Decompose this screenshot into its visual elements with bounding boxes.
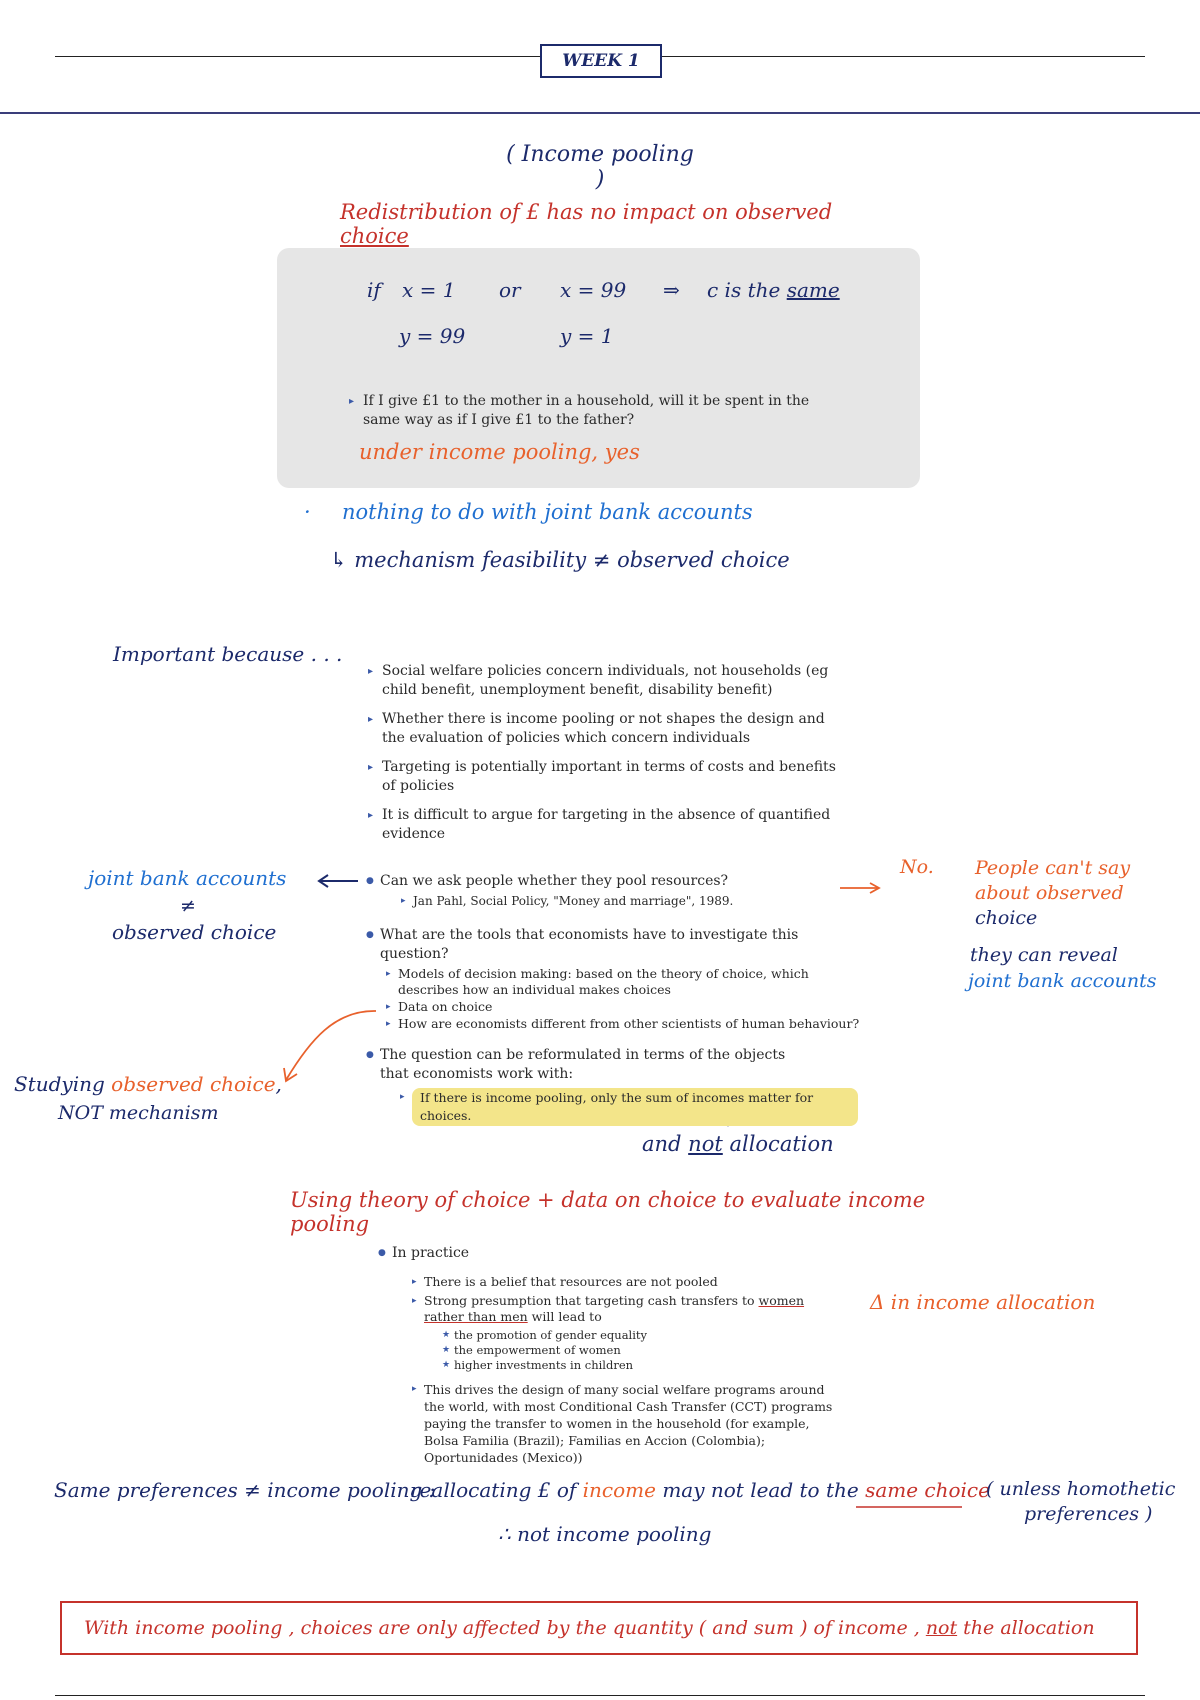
not-word: not: [688, 1132, 723, 1156]
eq-if: if: [367, 278, 381, 302]
allocation-word: allocation: [722, 1132, 834, 1156]
same-preferences-note: Same preferences ≠ income pooling :: [54, 1478, 436, 1502]
important-label: Important because . . .: [113, 642, 343, 666]
page-title: WEEK 1: [540, 44, 662, 78]
topic-heading: ( Income pooling ): [506, 142, 694, 192]
studying-note: [14, 1072, 282, 1096]
reallocating-same-choice: same choice: [865, 1478, 990, 1502]
using-theory-note: Using theory of choice + data on choice to evaluate income pooling: [290, 1188, 926, 1236]
reveal-note-2: joint bank accounts: [968, 970, 1157, 992]
and-word: and: [642, 1132, 689, 1156]
reveal-note-1: they can reveal: [970, 944, 1118, 966]
not-mechanism-note: NOT mechanism: [58, 1102, 219, 1124]
and-not-allocation: [642, 1132, 834, 1156]
reallocating-income: income: [582, 1478, 656, 1502]
eq-x2: x = 99: [560, 278, 627, 302]
studying-word: Studying: [14, 1072, 105, 1096]
footer-rule: [55, 1695, 1145, 1696]
question-reformulated: ● The question can be reformulated in terms of the objects that economists work with:: [380, 1046, 810, 1084]
people-line: People can't say: [975, 857, 1131, 879]
practice-star: ★ the empowerment of women: [454, 1343, 852, 1358]
presumption-text: Strong presumption that targeting cash transfers to: [424, 1293, 759, 1308]
practice-star: ★ higher investments in children: [454, 1358, 852, 1373]
curved-arrow: [284, 1011, 376, 1081]
important-list: [382, 662, 852, 844]
conclusion-tail: the allocation: [957, 1617, 1095, 1639]
people-line: about observed: [975, 882, 1124, 904]
mechanism-note: ↳ mechanism feasibility ≠ observed choice: [330, 548, 790, 572]
question-tools-sub: ▸ Models of decision making: based on the theory of choice, which describes how an individual makes choices: [398, 966, 818, 998]
eq-c: c is the: [707, 278, 787, 302]
left-arrow: [319, 875, 358, 887]
eq-arrow: ⇒: [663, 278, 680, 302]
no-note: No.: [900, 856, 934, 878]
practice-title: ● In practice: [392, 1244, 852, 1263]
conclusion-text: With income pooling , choices are only affected by the quantity ( and sum ) of income ,: [84, 1617, 926, 1639]
question-pool-ref: ▸ Jan Pahl, Social Policy, "Money and marriage", 1989.: [413, 893, 860, 909]
homothetic-note-1: ( unless homothetic: [986, 1478, 1176, 1500]
people-line: choice: [975, 907, 1038, 929]
eq-same: same: [786, 278, 840, 302]
questions-list: [380, 872, 860, 1126]
practice-design: ▸ This drives the design of many social welfare programs around the world, with most Conditional Cash Transfer (CCT) programs paying the transfer to women in the household (for example, Bolsa Familia (Brazil); Familias en Accion (Colombia); Oportunidades (Mexico)): [424, 1381, 834, 1466]
left-observed-choice: observed choice: [112, 920, 277, 944]
eq-or: or: [499, 278, 521, 302]
practice-section: [392, 1244, 852, 1466]
people-note: [975, 856, 1130, 931]
question-tools: ● What are the tools that economists have to investigate this question?: [380, 926, 860, 964]
box-question: ▸ If I give £1 to the mother in a household, will it be spent in the same way as if I give £1 to the father?: [363, 392, 843, 430]
practice-belief: ▸ There is a belief that resources are not pooled: [424, 1274, 852, 1290]
left-neq-symbol: ≠: [180, 895, 196, 917]
eq-conclusion: [707, 278, 840, 302]
practice-presumption: [424, 1293, 844, 1325]
conclusion-box: [60, 1601, 1138, 1655]
presumption-women: women rather than men: [424, 1293, 805, 1324]
presumption-tail: will lead to: [527, 1309, 602, 1324]
joint-accounts-note: · nothing to do with joint bank accounts: [304, 500, 753, 524]
header-divider: [0, 112, 1200, 114]
box-answer: under income pooling, yes: [359, 440, 640, 464]
important-item: ▸ It is difficult to argue for targeting in the absence of quantified evidence: [382, 806, 862, 844]
eq-x1: x = 1: [402, 278, 456, 302]
question-reformulated-sub: ▸ If there is income pooling, only the sum of incomes matter for choices.: [412, 1088, 858, 1126]
delta-allocation-note: Δ in income allocation: [870, 1290, 1096, 1314]
question-tools-sub: ▸ Data on choice: [398, 999, 860, 1015]
redistribution-text: Redistribution of £ has no impact on observed: [340, 200, 833, 224]
therefore-note: ∴ not income pooling: [498, 1522, 712, 1546]
question-tools-sub: ▸ How are economists different from other scientists of human behaviour?: [398, 1016, 868, 1032]
important-item: ▸ Social welfare policies concern individuals, not households (eg child benefit, unemployment benefit, disability benefit): [382, 662, 852, 700]
practice-star: ★ the promotion of gender equality: [454, 1328, 852, 1343]
important-item: ▸ Targeting is potentially important in terms of costs and benefits of policies: [382, 758, 852, 796]
reallocating-note: [410, 1478, 990, 1502]
redistribution-choice: choice: [340, 224, 409, 248]
important-item: ▸ Whether there is income pooling or not shapes the design and the evaluation of policies which concern individuals: [382, 710, 852, 748]
example-box: [277, 248, 920, 488]
studying-observed: observed choice: [111, 1072, 276, 1096]
eq-y1: y = 99: [399, 324, 466, 348]
question-pool: ● Can we ask people whether they pool resources?: [380, 872, 860, 891]
reallocating-mid: may not lead to the: [655, 1478, 866, 1502]
homothetic-note-2: preferences ): [1024, 1503, 1153, 1525]
eq-y2: y = 1: [560, 324, 614, 348]
studying-comma: ,: [275, 1072, 282, 1096]
joint-accounts-text: nothing to do with joint bank accounts: [342, 500, 753, 524]
reallocating-text: reallocating £ of: [410, 1478, 583, 1502]
conclusion-not: not: [925, 1617, 958, 1639]
left-joint-accounts: joint bank accounts: [88, 866, 287, 890]
redistribution-note: [340, 200, 900, 248]
